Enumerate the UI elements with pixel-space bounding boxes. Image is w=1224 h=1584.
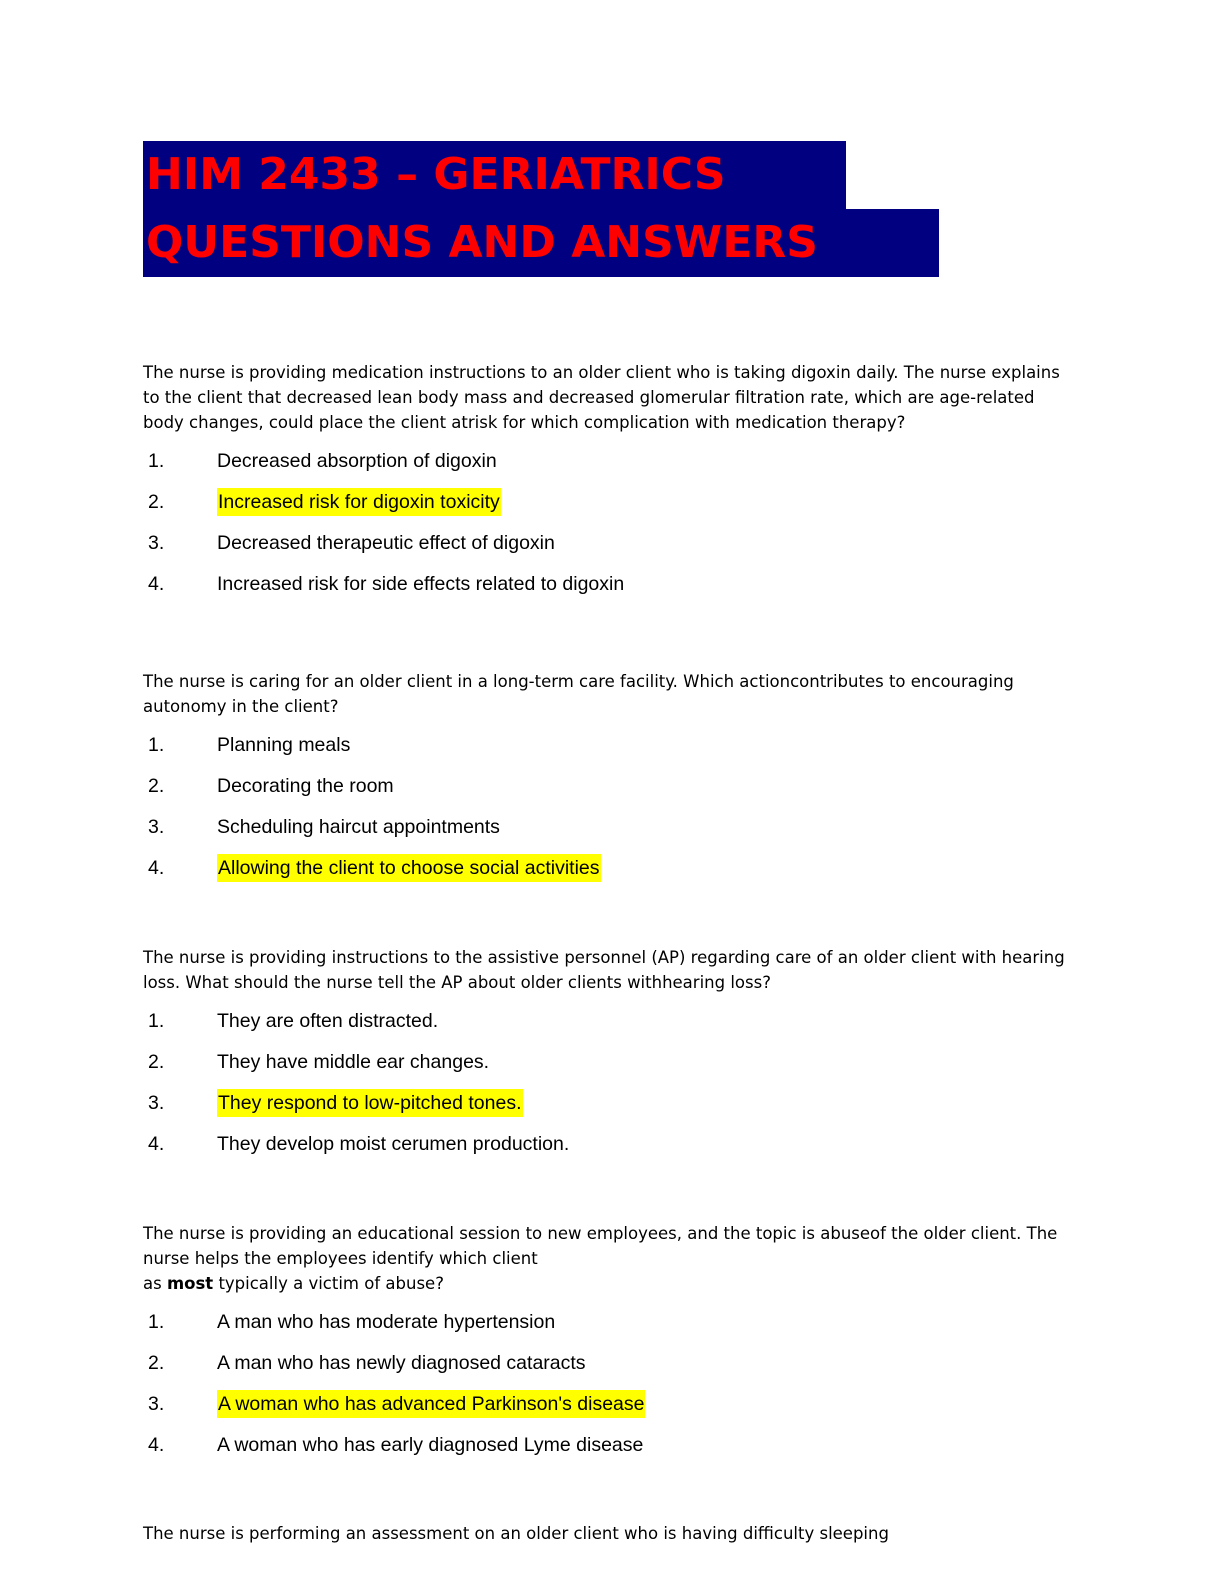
option-text: They have middle ear changes. [217, 1051, 490, 1073]
questions-content [143, 360, 1073, 1546]
answer-option [143, 441, 1073, 482]
option-number: 3. [148, 532, 165, 554]
answer-option [143, 725, 1073, 766]
option-number: 4. [148, 1434, 165, 1456]
answer-options [143, 1001, 1073, 1165]
highlighted-answer: A woman who has advanced Parkinson's disease [217, 1390, 645, 1418]
option-text: A man who has newly diagnosed cataracts [217, 1352, 586, 1374]
question-block-3 [143, 945, 1073, 1165]
option-number: 2. [148, 1352, 165, 1374]
question-text-part: typically a victim of abuse? [213, 1274, 444, 1293]
option-number: 3. [148, 816, 165, 838]
highlighted-answer: Allowing the client to choose social activities [217, 854, 601, 882]
answer-option-correct [143, 848, 1073, 889]
document-title [143, 141, 939, 277]
answer-option-correct [143, 1083, 1073, 1124]
option-text: Decreased absorption of digoxin [217, 450, 497, 472]
option-number: 1. [148, 1311, 165, 1333]
option-number: 1. [148, 1010, 165, 1032]
option-text: A man who has moderate hypertension [217, 1311, 556, 1333]
option-text: Increased risk for side effects related to digoxin [217, 573, 625, 595]
option-number: 3. [148, 1092, 165, 1114]
option-text: They develop moist cerumen production. [217, 1133, 570, 1155]
title-line-2: QUESTIONS AND ANSWERS [143, 209, 939, 277]
option-number: 4. [148, 857, 165, 879]
answer-option [143, 564, 1073, 605]
option-text: Decorating the room [217, 775, 394, 797]
option-number: 4. [148, 1133, 165, 1155]
answer-option [143, 1001, 1073, 1042]
answer-options [143, 725, 1073, 889]
question-text: The nurse is caring for an older client in a long-term care facility. Which actioncontributes to encouraging autonomy in the client? [143, 672, 1014, 716]
option-number: 1. [148, 450, 165, 472]
option-number: 4. [148, 573, 165, 595]
option-text: Decreased therapeutic effect of digoxin [217, 532, 555, 554]
option-number: 1. [148, 734, 165, 756]
question-text: The nurse is providing instructions to the assistive personnel (AP) regarding care of an older client with hearing loss. What should the nurse tell the AP about older clients withhearing loss? [143, 948, 1065, 992]
title-line-1: HIM 2433 – GERIATRICS [143, 141, 846, 209]
question-text: The nurse is providing medication instructions to an older client who is taking digoxin daily. The nurse explains to the client that decreased lean body mass and decreased glomerular filtration rate, which are age-related body changes, could place the client atrisk for which complication with medication therapy? [143, 363, 1060, 432]
question-block-2 [143, 669, 1073, 889]
answer-option [143, 1302, 1073, 1343]
trailing-question-text: The nurse is performing an assessment on an older client who is having difficulty sleeping [143, 1524, 889, 1543]
option-text: They are often distracted. [217, 1010, 439, 1032]
option-text: A woman who has early diagnosed Lyme disease [217, 1434, 644, 1456]
highlighted-answer: They respond to low-pitched tones. [217, 1089, 523, 1117]
answer-option [143, 1042, 1073, 1083]
question-text-part: The nurse is providing an educational session to new employees, and the topic is abuseof the older client. The nurse helps the employees identify which client [143, 1224, 1058, 1268]
answer-option-correct [143, 1384, 1073, 1425]
option-number: 2. [148, 775, 165, 797]
option-number: 2. [148, 491, 165, 513]
answer-options [143, 1302, 1073, 1466]
option-text: Scheduling haircut appointments [217, 816, 500, 838]
answer-option [143, 766, 1073, 807]
answer-option [143, 1124, 1073, 1165]
answer-options [143, 441, 1073, 605]
option-number: 2. [148, 1051, 165, 1073]
option-text: Planning meals [217, 734, 351, 756]
answer-option [143, 807, 1073, 848]
question-text [143, 1221, 1073, 1296]
answer-option [143, 1425, 1073, 1466]
highlighted-answer: Increased risk for digoxin toxicity [217, 488, 501, 516]
answer-option [143, 523, 1073, 564]
answer-option [143, 1343, 1073, 1384]
answer-option-correct [143, 482, 1073, 523]
question-block-1 [143, 360, 1073, 605]
option-number: 3. [148, 1393, 165, 1415]
emphasis-text: most [166, 1274, 214, 1293]
question-text-part: as [143, 1274, 167, 1293]
question-block-4 [143, 1221, 1073, 1466]
